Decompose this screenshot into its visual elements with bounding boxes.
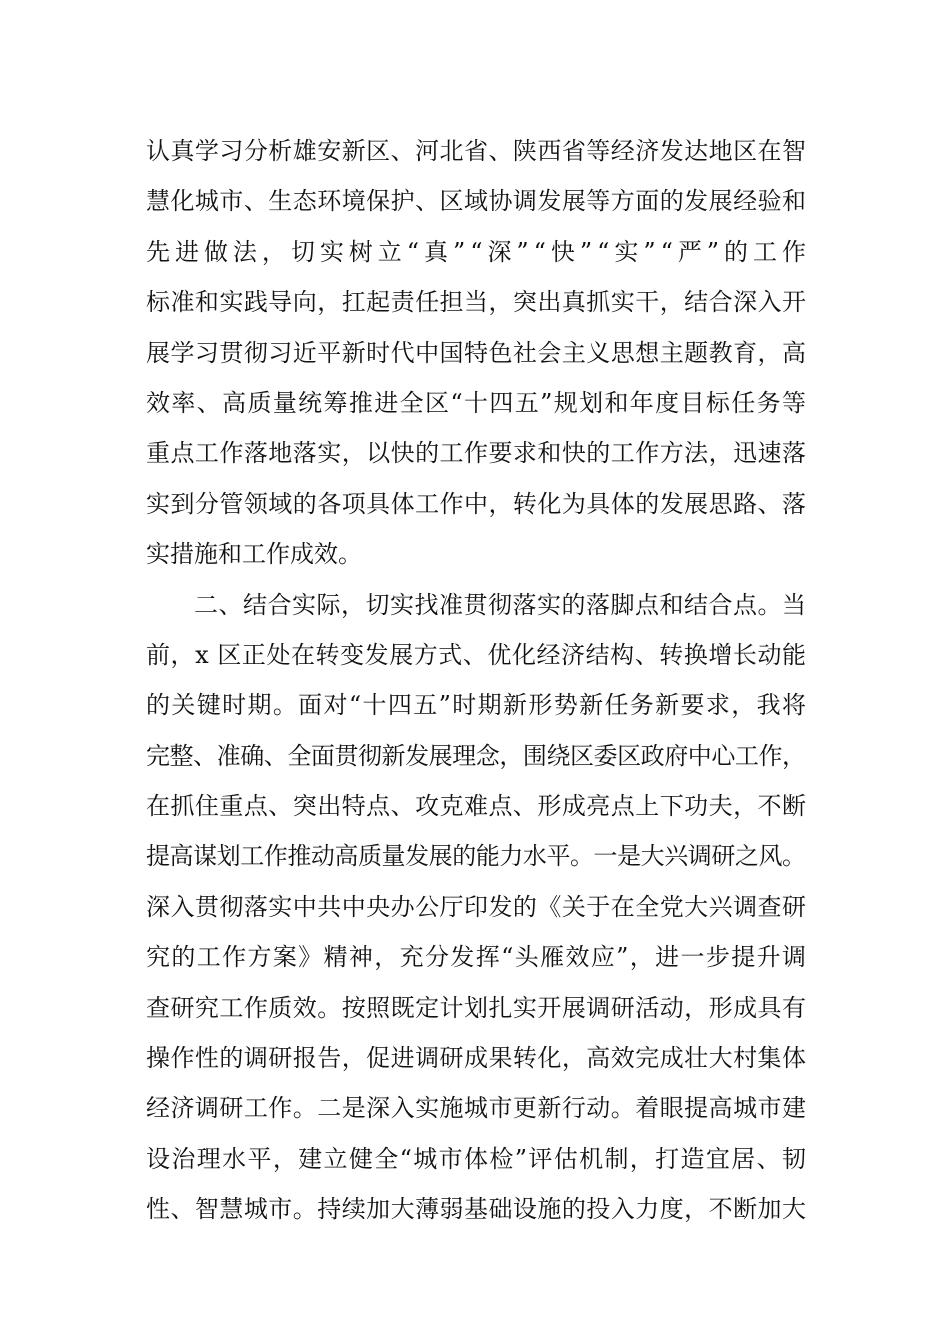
text-line: 完整、准确、全面贯彻新发展理念，围绕区委区政府中心工作， — [146, 741, 806, 770]
document-body — [146, 126, 811, 1235]
text-line: 提高谋划工作推动高质量发展的能力水平。一是大兴调研之风。 — [146, 842, 806, 871]
text-line: 深入贯彻落实中共中央办公厅印发的《关于在全党大兴调查研 — [146, 892, 807, 921]
text-line: 操作性的调研报告，促进调研成果转化，高效完成壮大村集体 — [146, 1044, 807, 1073]
text-line: 实措施和工作成效。 — [146, 540, 362, 569]
text-line: 经济调研工作。二是深入实施城市更新行动。着眼提高城市建 — [146, 1094, 807, 1123]
text-line: 慧化城市、生态环境保护、区域协调发展等方面的发展经验和 — [146, 187, 807, 216]
text-line: 标准和实践导向，扛起责任担当，突出真抓实干，结合深入开 — [146, 288, 807, 317]
text-line: 先进做法，切实树立“真”“深”“快”“实”“严”的工作 — [146, 237, 811, 266]
text-line: 在抓住重点、突出特点、攻克难点、形成亮点上下功夫，不断 — [146, 792, 807, 821]
text-line: 的关键时期。面对“十四五”时期新形势新任务新要求，我将 — [146, 691, 808, 720]
text-line: 重点工作落地落实，以快的工作要求和快的工作方法，迅速落 — [146, 439, 807, 468]
text-line: 前，x 区正处在转变发展方式、优化经济结构、转换增长动能 — [146, 640, 807, 669]
text-line: 性、智慧城市。持续加大薄弱基础设施的投入力度，不断加大 — [146, 1195, 807, 1224]
text-line: 实到分管领域的各项具体工作中，转化为具体的发展思路、落 — [146, 489, 807, 518]
text-line: 展学习贯彻习近平新时代中国特色社会主义思想主题教育，高 — [146, 338, 807, 367]
paragraph-first-line: 二、结合实际，切实找准贯彻落实的落脚点和结合点。当 — [194, 590, 807, 619]
text-line: 设治理水平，建立健全“城市体检”评估机制，打造宜居、韧 — [146, 1144, 808, 1173]
text-line: 认真学习分析雄安新区、河北省、陕西省等经济发达地区在智 — [146, 137, 807, 165]
text-line: 究的工作方案》精神，充分发挥“头雁效应”，进一步提升调 — [146, 943, 808, 972]
text-line: 效率、高质量统筹推进全区“十四五”规划和年度目标任务等 — [146, 388, 808, 417]
text-line: 查研究工作质效。按照既定计划扎实开展调研活动，形成具有 — [146, 993, 807, 1022]
